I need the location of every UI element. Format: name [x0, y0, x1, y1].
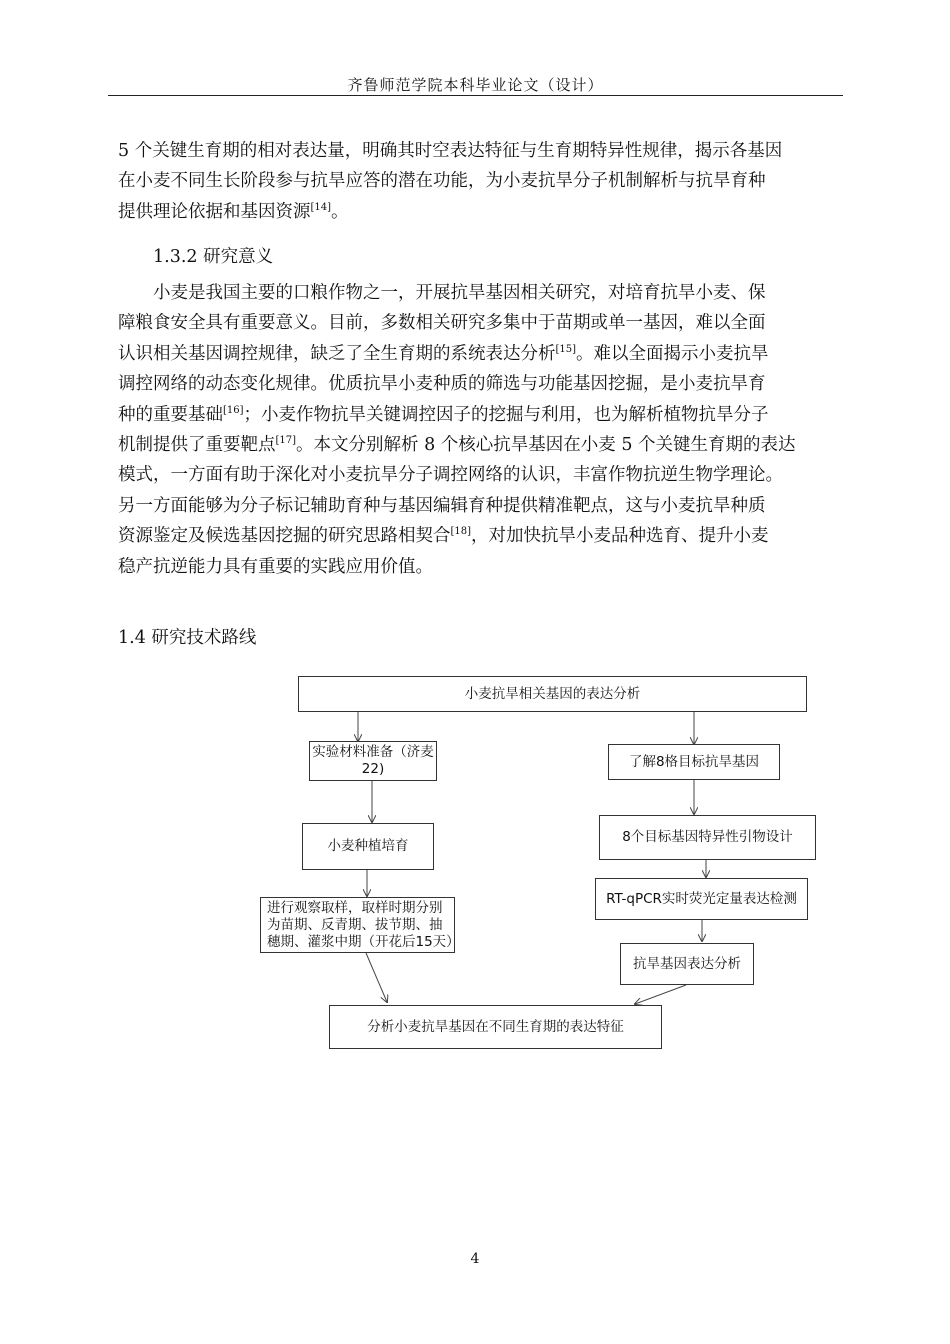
section-heading-1-3-2: 1.3.2 研究意义 [153, 247, 274, 267]
text-line: 小麦是我国主要的口粮作物之一，开展抗旱基因相关研究，对培育抗旱小麦、保 [153, 283, 766, 303]
text-fragment: 资源鉴定及候选基因挖掘的研究思路相契合 [118, 526, 451, 547]
text-line: 5 个关键生育期的相对表达量，明确其时空表达特征与生育期特异性规律，揭示各基因 [118, 141, 783, 161]
text-line: 障粮食安全具有重要意义。目前，多数相关研究多集中于苗期或单一基因，难以全面 [118, 313, 766, 334]
citation: [14] [310, 201, 332, 213]
flow-node-learn-genes: 了解8格目标抗旱基因 [608, 744, 780, 780]
text-fragment: 认识相关基因调控规律，缺乏了全生育期的系统表达分析 [118, 343, 556, 364]
text-line [118, 430, 838, 460]
flow-node-sampling: 进行观察取样，取样时期分别为苗期、反青期、拔节期、抽穗期、灌浆中期（开花后15天） [260, 897, 455, 953]
citation: [18] [450, 526, 472, 538]
section-heading-1-4: 1.4 研究技术路线 [118, 628, 257, 648]
paragraph-significance [118, 278, 838, 582]
flow-node-bottom: 分析小麦抗旱基因在不同生育期的表达特征 [329, 1005, 662, 1049]
flow-node-planting: 小麦种植培育 [302, 823, 434, 870]
text-fragment: 。 [331, 201, 349, 222]
text-fragment: 。本文分别解析 8 个核心抗旱基因在小麦 5 个关键生育期的表达 [296, 435, 796, 456]
text-line [118, 339, 838, 369]
citation: [17] [275, 435, 297, 447]
text-line: 另一方面能够为分子标记辅助育种与基因编辑育种提供精准靶点，这与小麦抗旱种质 [118, 495, 766, 516]
text-fragment: 机制提供了重要靶点 [118, 435, 276, 456]
text-line [118, 400, 838, 430]
text-line [118, 521, 838, 551]
arrow [635, 985, 686, 1004]
flow-node-primer: 8个目标基因特异性引物设计 [599, 815, 816, 860]
page-number: 4 [470, 1251, 480, 1267]
text-line [118, 197, 838, 227]
text-line: 在小麦不同生长阶段参与抗旱应答的潜在功能，为小麦抗旱分子机制解析与抗旱育种 [118, 171, 766, 192]
text-line: 调控网络的动态变化规律。优质抗旱小麦种质的筛选与功能基因挖掘，是小麦抗旱育 [118, 374, 766, 395]
text-fragment: ，对加快抗旱小麦品种选育、提升小麦 [471, 526, 769, 547]
text-fragment: 种的重要基础 [118, 404, 223, 425]
text-line: 稳产抗逆能力具有重要的实践应用价值。 [118, 556, 433, 577]
flow-node-qpcr: RT-qPCR实时荧光定量表达检测 [595, 878, 808, 920]
text-fragment: 。难以全面揭示小麦抗旱 [576, 343, 769, 364]
paragraph-intro-end [118, 136, 838, 227]
arrow [366, 953, 387, 1002]
header-rule [108, 95, 843, 96]
flow-node-analysis: 抗旱基因表达分析 [620, 943, 754, 985]
text-fragment: ；小麦作物抗旱关键调控因子的挖掘与利用，也为解析植物抗旱分子 [243, 404, 769, 425]
text-line: 模式，一方面有助于深化对小麦抗旱分子调控网络的认识，丰富作物抗逆生物学理论。 [118, 465, 783, 486]
flow-node-material: 实验材料准备（济麦22) [309, 741, 437, 781]
running-header: 齐鲁师范学院本科毕业论文（设计） [347, 76, 604, 94]
citation: [15] [555, 343, 577, 355]
citation: [16] [223, 404, 244, 416]
flow-node-top: 小麦抗旱相关基因的表达分析 [298, 676, 807, 712]
text-fragment: 提供理论依据和基因资源 [118, 201, 311, 222]
